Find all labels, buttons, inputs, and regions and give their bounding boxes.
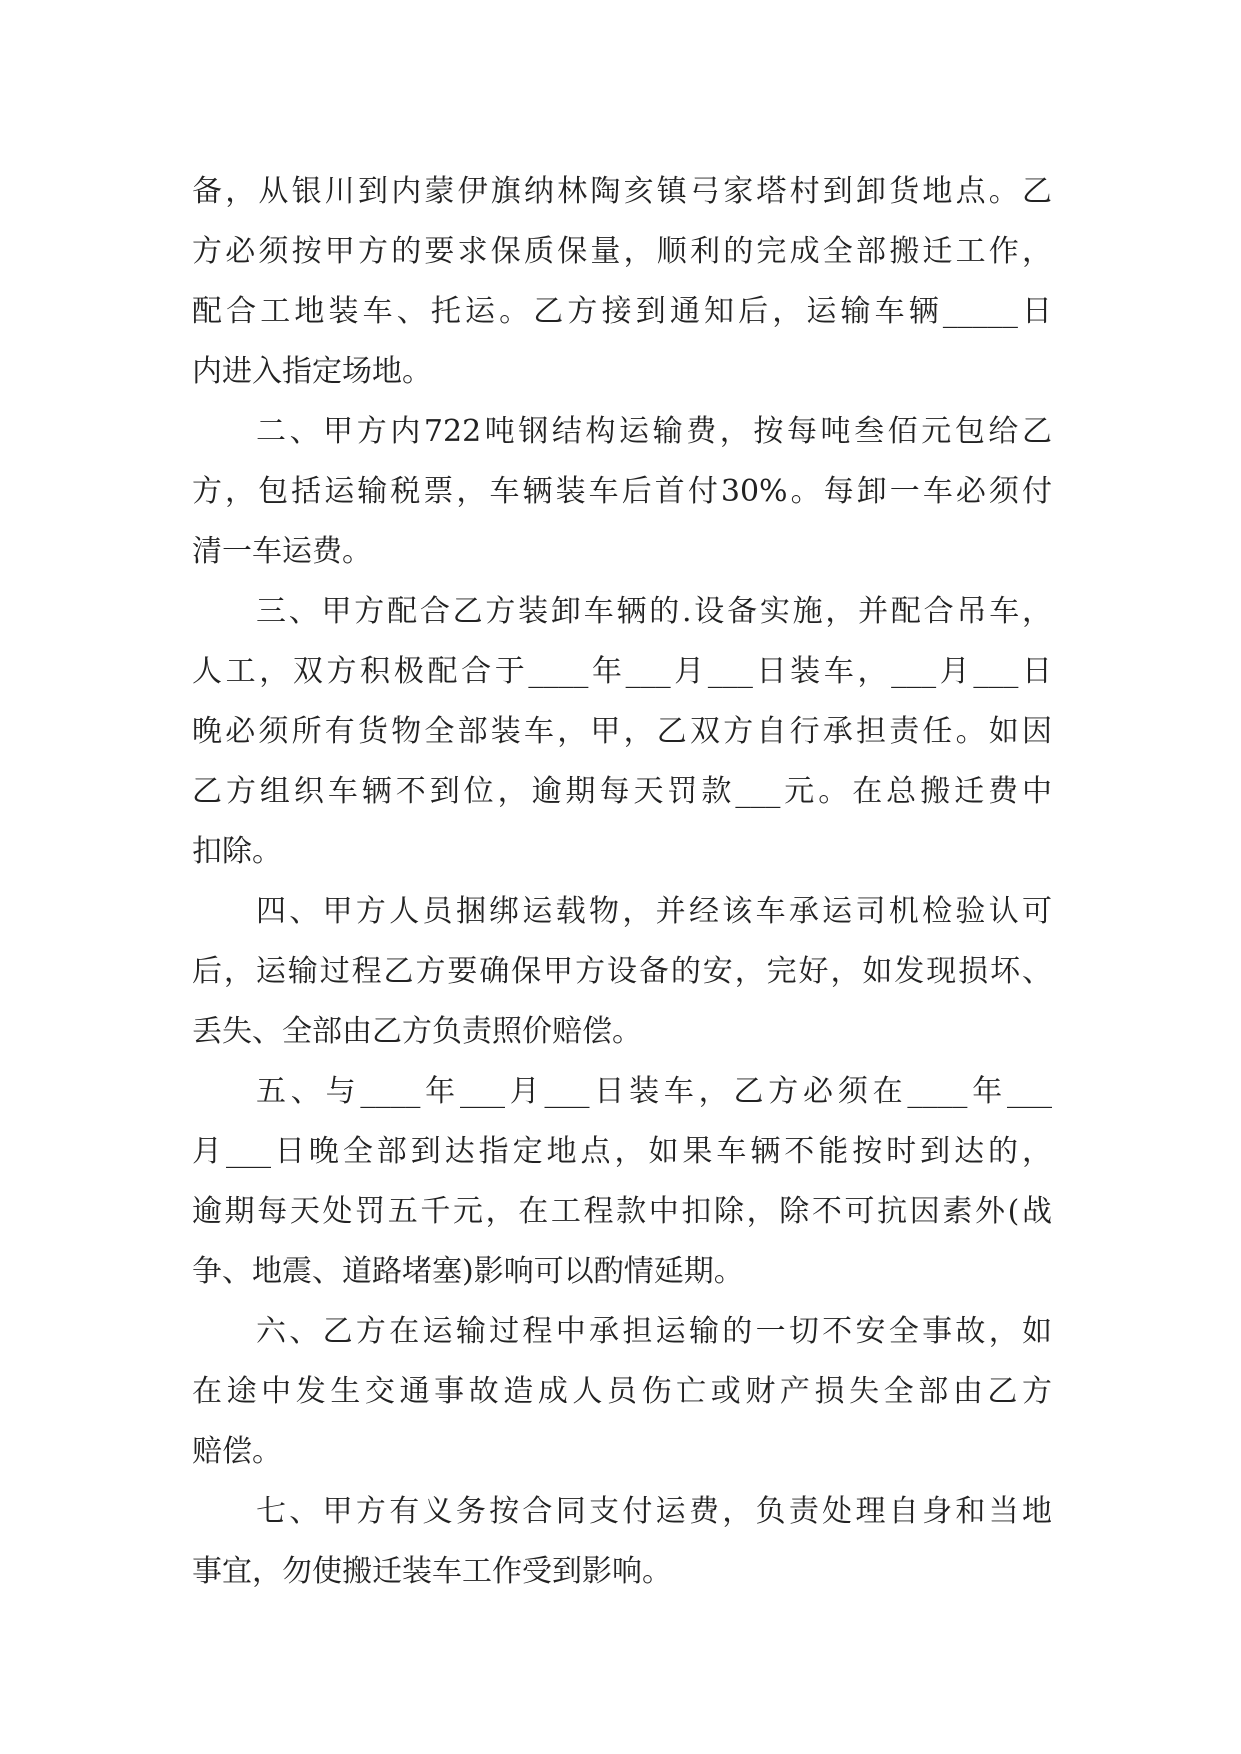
text-line: 赔偿。 (192, 1434, 282, 1469)
text-line: 内进入指定场地。 (192, 354, 432, 389)
text-line: 事宜，勿使搬迁装车工作受到影响。 (192, 1554, 672, 1589)
clause-5-start: 五、与____年___月___日装车，乙方必须在____年___ (256, 1074, 1052, 1109)
text-line: 备，从银川到内蒙伊旗纳林陶亥镇弓家塔村到卸货地点。乙 (192, 174, 1052, 209)
text-line: 月___日晚全部到达指定地点，如果车辆不能按时到达的， (192, 1134, 1052, 1169)
text-line: 晚必须所有货物全部装车，甲，乙双方自行承担责任。如因 (192, 714, 1052, 749)
text-line: 配合工地装车、托运。乙方接到通知后，运输车辆_____日 (192, 294, 1052, 329)
text-line: 后，运输过程乙方要确保甲方设备的安，完好，如发现损坏、 (192, 954, 1052, 989)
text-line: 清一车运费。 (192, 534, 372, 569)
text-line: 争、地震、道路堵塞)影响可以酌情延期。 (192, 1254, 744, 1289)
clause-7-start: 七、甲方有义务按合同支付运费，负责处理自身和当地 (256, 1494, 1052, 1529)
contract-body-text (192, 162, 1052, 1602)
clause-4-start: 四、甲方人员捆绑运载物，并经该车承运司机检验认可 (256, 894, 1052, 929)
text-line: 方必须按甲方的要求保质保量，顺利的完成全部搬迁工作， (192, 234, 1052, 269)
clause-6-start: 六、乙方在运输过程中承担运输的一切不安全事故，如 (256, 1314, 1052, 1349)
text-line: 丢失、全部由乙方负责照价赔偿。 (192, 1014, 642, 1049)
text-line: 逾期每天处罚五千元，在工程款中扣除，除不可抗因素外(战 (192, 1194, 1052, 1229)
clause-3-start: 三、甲方配合乙方装卸车辆的.设备实施，并配合吊车， (256, 594, 1052, 629)
text-line: 方，包括运输税票，车辆装车后首付30%。每卸一车必须付 (192, 474, 1052, 509)
text-line: 乙方组织车辆不到位，逾期每天罚款___元。在总搬迁费中 (192, 774, 1052, 809)
text-line: 人工，双方积极配合于____年___月___日装车，___月___日 (192, 654, 1052, 689)
clause-2-start: 二、甲方内722吨钢结构运输费，按每吨叁佰元包给乙 (256, 414, 1052, 449)
text-line: 在途中发生交通事故造成人员伤亡或财产损失全部由乙方 (192, 1374, 1052, 1409)
text-line: 扣除。 (192, 834, 282, 869)
